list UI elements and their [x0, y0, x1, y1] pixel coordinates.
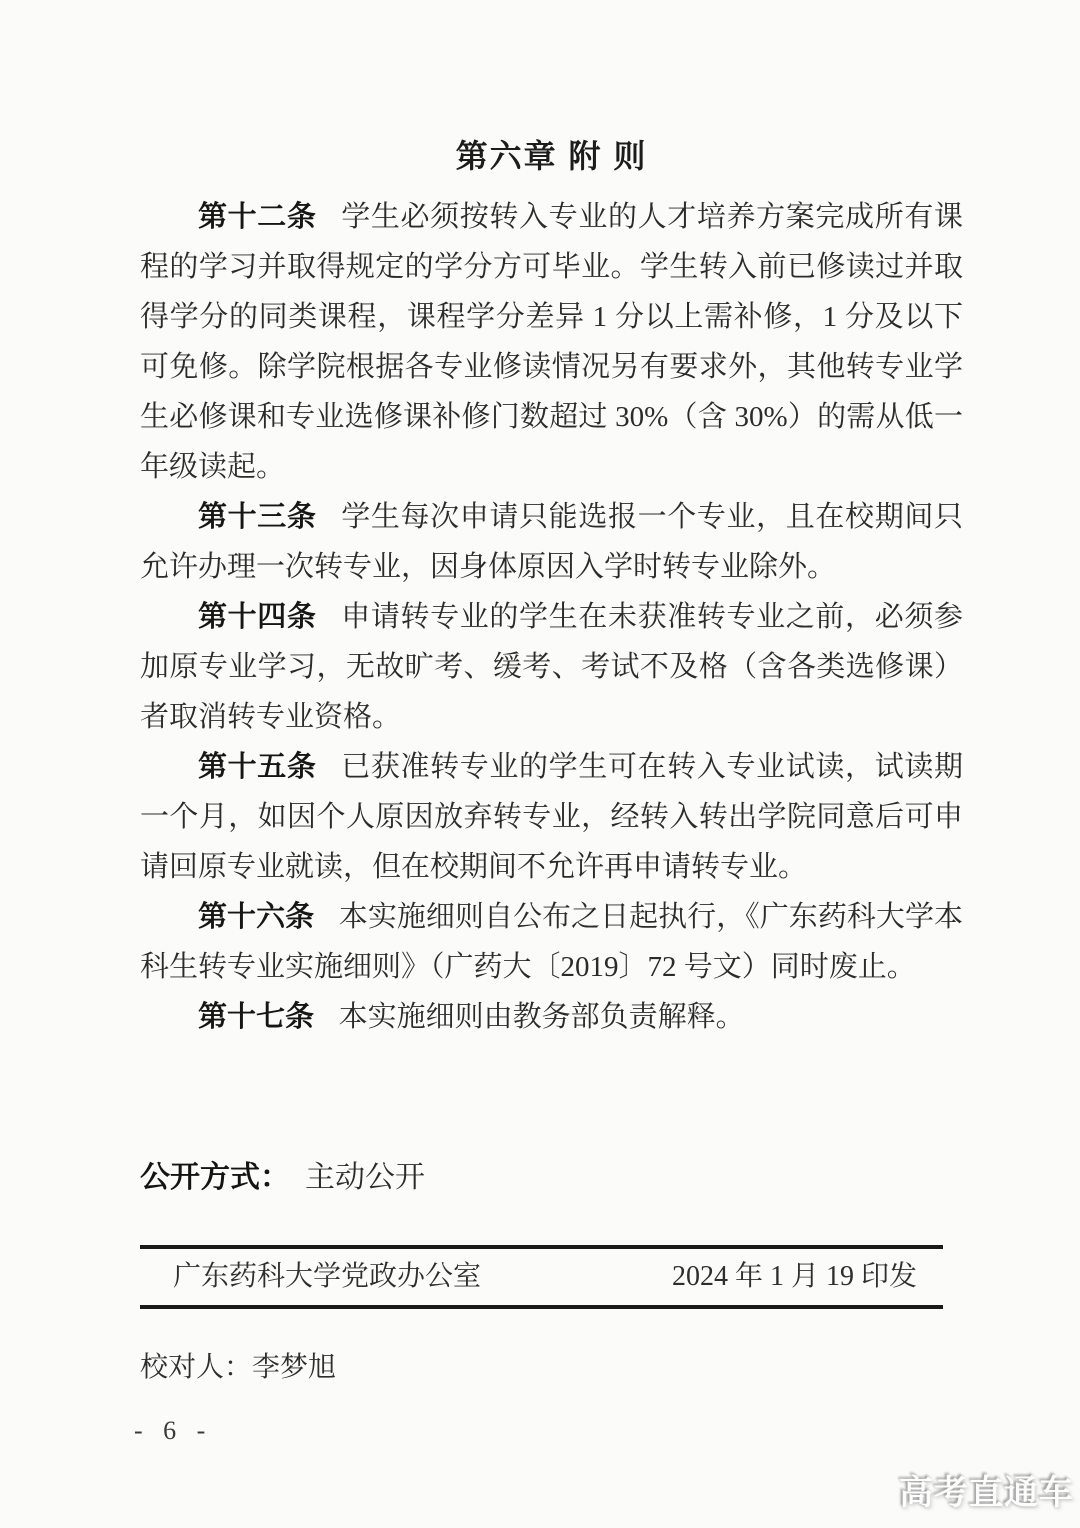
watermark-gaokao-zhitongche: 高考直通车: [899, 1474, 1074, 1512]
disclosure-value: 主动公开: [305, 1161, 425, 1194]
issuer-office: 广东药科大学党政办公室: [173, 1261, 482, 1292]
article-paragraph: [140, 992, 963, 1042]
article-number: 第十六条: [198, 901, 315, 933]
print-date: 2024 年 1 月 19 印发: [671, 1261, 917, 1292]
proofreader-name: 李梦旭: [252, 1352, 337, 1383]
article-number: 第十四条: [198, 601, 317, 633]
proofreader-line: [140, 1347, 963, 1389]
article-paragraph: [140, 892, 963, 992]
article-number: 第十三条: [198, 501, 317, 533]
article-text: 本实施细则自公布之日起执行，《广东药科大学本科生转专业实施细则》（广药大〔2019〕72 号文）同时废止。: [140, 901, 963, 983]
article-text: 学生必须按转入专业的人才培养方案完成所有课程的学习并取得规定的学分方可毕业。学生转入前已修读过并取得学分的同类课程，课程学分差异 1 分以上需补修，1 分及以下可免修。除学院根据各专业修读情况另有要求外，其他转专业学生必修课和专业选修课补修门数超过 30%（含 30%）的需从低一年级读起。: [140, 201, 963, 483]
article-text: 申请转专业的学生在未获准转专业之前，必须参加原专业学习，无故旷考、缓考、考试不及格（含各类选修课）者取消转专业资格。: [140, 601, 963, 733]
colophon-block: [140, 1245, 943, 1309]
article-paragraph: [140, 592, 963, 742]
article-paragraph: [140, 742, 963, 892]
article-paragraphs: [140, 192, 963, 1042]
proofreader-label: 校对人：: [140, 1352, 253, 1383]
disclosure-line: [140, 1155, 963, 1201]
chapter-title: 第六章 附 则: [455, 138, 648, 174]
article-text: 学生每次申请只能选报一个专业，且在校期间只允许办理一次转专业，因身体原因入学时转专业除外。: [140, 501, 963, 583]
page-number: - 6 -: [134, 1416, 213, 1445]
article-number: 第十二条: [198, 201, 317, 233]
article-text: 本实施细则由教务部负责解释。: [338, 1001, 745, 1033]
article-number: 第十七条: [198, 1001, 315, 1033]
article-number: 第十五条: [198, 751, 317, 783]
article-paragraph: [140, 192, 963, 492]
article-paragraph: [140, 492, 963, 592]
article-text: 已获准转专业的学生可在转入专业试读，试读期一个月，如因个人原因放弃转专业，经转入转出学院同意后可申请回原专业就读，但在校期间不允许再申请转专业。: [140, 751, 963, 883]
disclosure-label: 公开方式：: [140, 1161, 290, 1194]
